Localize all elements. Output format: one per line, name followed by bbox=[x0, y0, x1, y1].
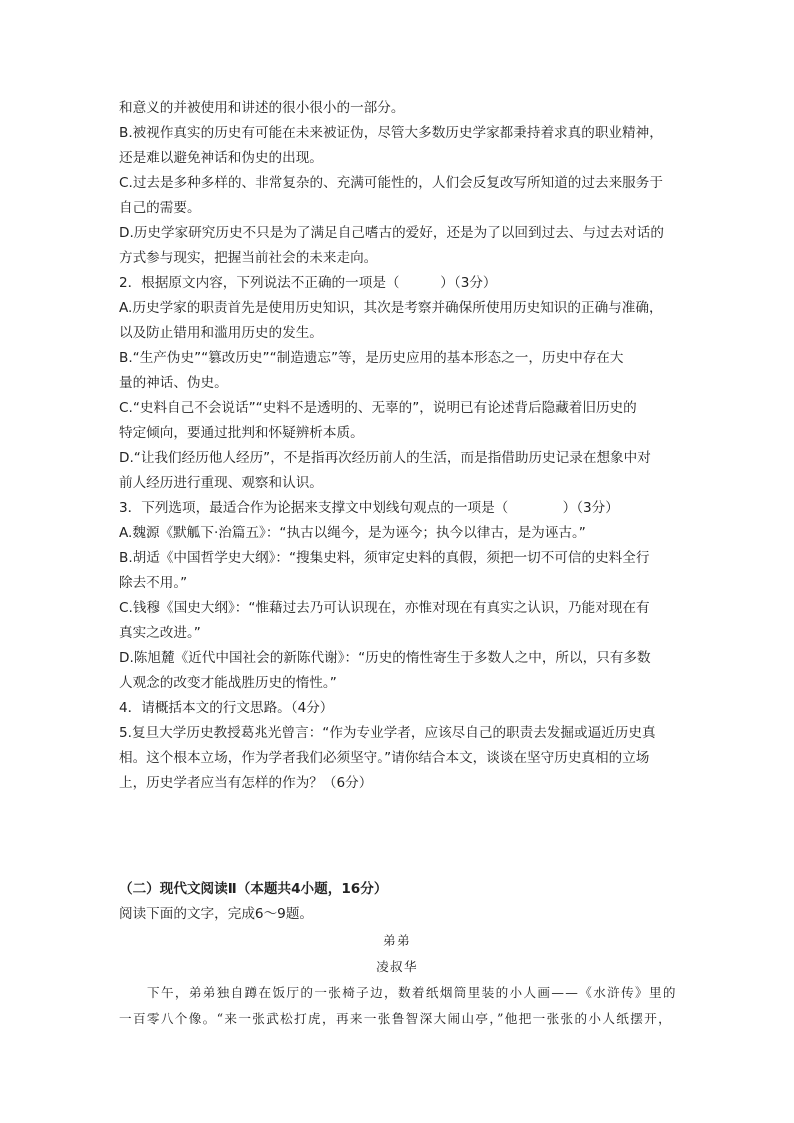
text-line: 自己的需要。 bbox=[119, 200, 201, 216]
option-d-line: D.历史学家研究历史不只是为了满足自己嗜古的爱好，还是为了以回到过去、与过去对话的 bbox=[119, 225, 664, 241]
text-line: 相。这个根本立场，作为学者我们必须坚守。”请你结合本文，谈谈在坚守历史真相的立场 bbox=[119, 750, 650, 766]
option-b-line: B.“生产伪史”“篡改历史”“制造遗忘”等，是历史应用的基本形态之一，历史中存在大 bbox=[119, 350, 624, 366]
option-b-line: B.被视作真实的历史有可能在未来被证伪，尽管大多数历史学家都秉持着求真的职业精神， bbox=[119, 125, 663, 141]
option-d-line: D.“让我们经历他人经历”，不是指再次经历前人的生活，而是指借助历史记录在想象中对 bbox=[119, 450, 651, 466]
story-line: 一百零八个像。“来一张武松打虎，再来一张鲁智深大闹山亭，”他把一张张的小人纸摆开， bbox=[119, 1011, 673, 1026]
text-line: 特定倾向，要通过批判和怀疑辨析本质。 bbox=[119, 425, 364, 441]
option-d-line: D.陈旭麓《近代中国社会的新陈代谢》：“历史的惰性寄生于多数人之中，所以，只有多数 bbox=[119, 650, 651, 666]
text-line: 人观念的改变才能战胜历史的惰性。” bbox=[119, 675, 337, 691]
option-c-line: C.过去是多种多样的、非常复杂的、充满可能性的，人们会反复改写所知道的过去来服务于 bbox=[119, 175, 663, 191]
story-title: 弟弟 bbox=[383, 933, 411, 948]
question-4: 4．请概括本文的行文思路。（4分） bbox=[119, 700, 334, 716]
option-a-line: A.魏源《默觚下·治篇五》：“执古以绳今，是为诬今；执今以律古，是为诬古。” bbox=[119, 525, 586, 541]
option-c-line: C.钱穆《国史大纲》：“惟藉过去乃可认识现在，亦惟对现在有真实之认识，乃能对现在有 bbox=[119, 600, 650, 616]
text-line: 真实之改进。” bbox=[119, 625, 201, 641]
option-b-line: B.胡适《中国哲学史大纲》：“搜集史料，须审定史料的真假，须把一切不可信的史料全行 bbox=[119, 550, 650, 566]
question-2: 2．根据原文内容，下列说法不正确的一项是（ ）（3分） bbox=[119, 275, 497, 291]
text-line: 上，历史学者应当有怎样的作为？（6分） bbox=[119, 775, 373, 791]
option-a-line: A.历史学家的职责首先是使用历史知识，其次是考察并确保所使用历史知识的正确与准确， bbox=[119, 300, 663, 316]
question-5: 5.复旦大学历史教授葛兆光曾言：“作为专业学者，应该尽自己的职责去发掘或逼近历史真 bbox=[119, 725, 656, 741]
section-heading: （二）现代文阅读Ⅱ（本题共4小题，16分） bbox=[119, 881, 388, 897]
text-line: 还是难以避免神话和伪史的出现。 bbox=[119, 150, 323, 166]
option-c-line: C.“史料自己不会说话”“史料不是透明的、无辜的”，说明已有论述背后隐藏着旧历史的 bbox=[119, 400, 637, 416]
text-line: 量的神话、伪史。 bbox=[119, 375, 228, 391]
text-line: 方式参与现实，把握当前社会的未来走向。 bbox=[119, 250, 378, 266]
text-line: 以及防止错用和滥用历史的发生。 bbox=[119, 325, 323, 341]
text-line: 和意义的并被使用和讲述的很小很小的一部分。 bbox=[119, 100, 405, 116]
question-3: 3．下列选项，最适合作为论据来支撑文中划线句观点的一项是（ ）（3分） bbox=[119, 500, 619, 516]
story-author: 凌叔华 bbox=[376, 959, 418, 974]
story-line: 下午，弟弟独自蹲在饭厅的一张椅子边，数着纸烟筒里装的小人画——《水浒传》里的 bbox=[147, 985, 677, 1000]
text-line: 前人经历进行重现、观察和认识。 bbox=[119, 475, 323, 491]
instruction: 阅读下面的文字，完成6～9题。 bbox=[119, 906, 314, 922]
text-line: 除去不用。” bbox=[119, 575, 188, 591]
